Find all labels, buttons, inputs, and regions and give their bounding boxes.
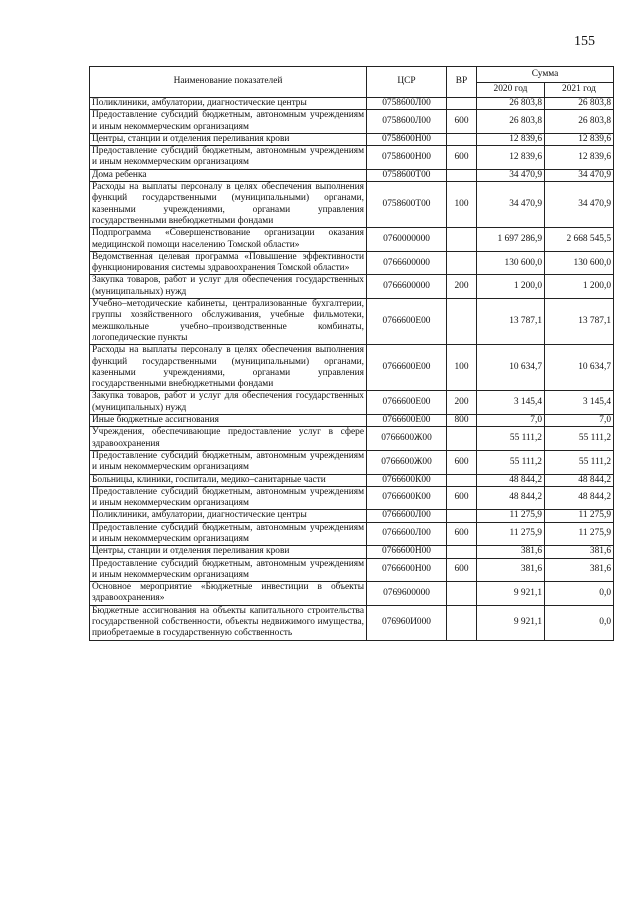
row-2020: 34 470,9 <box>477 169 545 181</box>
row-vr: 200 <box>447 391 477 415</box>
row-vr: 600 <box>447 522 477 546</box>
table-row <box>90 582 614 606</box>
row-vr <box>447 427 477 451</box>
row-2020: 13 787,1 <box>477 299 545 345</box>
row-vr: 600 <box>447 146 477 170</box>
row-2021: 55 111,2 <box>545 427 614 451</box>
row-name: Больницы, клиники, госпитали, медико–санитарные части <box>90 474 367 486</box>
row-vr <box>447 133 477 145</box>
row-2021: 2 668 545,5 <box>545 228 614 252</box>
row-vr: 100 <box>447 182 477 228</box>
header-2021: 2021 год <box>545 82 614 98</box>
page-number: 155 <box>574 34 595 49</box>
row-csr: 0766600Е00 <box>367 345 447 391</box>
row-name: Расходы на выплаты персоналу в целях обеспечения выполнения функций государственными (муниципальными) органами, казенными учреждениями, органами управления государственными внебюджетными фондами <box>90 182 367 228</box>
table-row <box>90 182 614 228</box>
row-csr: 0766600Е00 <box>367 391 447 415</box>
table-row <box>90 510 614 522</box>
table-row <box>90 133 614 145</box>
row-2021: 0,0 <box>545 582 614 606</box>
row-vr <box>447 98 477 110</box>
row-vr: 600 <box>447 450 477 474</box>
row-2021: 34 470,9 <box>545 169 614 181</box>
row-name: Предоставление субсидий бюджетным, автономным учреждениям и иным некоммерческим организациям <box>90 522 367 546</box>
row-name: Центры, станции и отделения переливания крови <box>90 546 367 558</box>
row-name: Расходы на выплаты персоналу в целях обеспечения выполнения функций государственными (муниципальными) органами, казенными учреждениями, органами управления государственными внебюджетными фондами <box>90 345 367 391</box>
row-name: Основное мероприятие «Бюджетные инвестиции в объекты здравоохранения» <box>90 582 367 606</box>
table-row <box>90 605 614 640</box>
row-name: Учебно–методические кабинеты, централизованные бухгалтерии, группы хозяйственного обслуживания, учебные фильмотеки, межшкольные учебно–производственные комбинаты, логопедические пункты <box>90 299 367 345</box>
row-2020: 10 634,7 <box>477 345 545 391</box>
row-csr: 0766600Ж00 <box>367 450 447 474</box>
row-csr: 0766600Е00 <box>367 299 447 345</box>
row-csr: 0766600Н00 <box>367 558 447 582</box>
row-2020: 55 111,2 <box>477 427 545 451</box>
row-vr <box>447 299 477 345</box>
row-csr: 0766600Л00 <box>367 510 447 522</box>
table-row <box>90 558 614 582</box>
row-2021: 13 787,1 <box>545 299 614 345</box>
table-row <box>90 110 614 134</box>
row-vr <box>447 546 477 558</box>
table-row <box>90 251 614 275</box>
row-2021: 26 803,8 <box>545 110 614 134</box>
table-row <box>90 522 614 546</box>
table-row <box>90 486 614 510</box>
row-name: Предоставление субсидий бюджетным, автономным учреждениям и иным некоммерческим организациям <box>90 486 367 510</box>
row-2020: 1 200,0 <box>477 275 545 299</box>
row-name: Подпрограмма «Совершенствование организации оказания медицинской помощи населению Томской области» <box>90 228 367 252</box>
row-csr: 0758600Т00 <box>367 169 447 181</box>
row-2021: 1 200,0 <box>545 275 614 299</box>
row-vr <box>447 169 477 181</box>
row-2020: 12 839,6 <box>477 133 545 145</box>
row-csr: 0766600000 <box>367 251 447 275</box>
row-vr <box>447 228 477 252</box>
row-2020: 34 470,9 <box>477 182 545 228</box>
row-vr: 600 <box>447 110 477 134</box>
row-2021: 7,0 <box>545 415 614 427</box>
header-csr: ЦСР <box>367 67 447 98</box>
row-2020: 48 844,2 <box>477 474 545 486</box>
row-2021: 381,6 <box>545 558 614 582</box>
row-2020: 9 921,1 <box>477 605 545 640</box>
header-name: Наименование показателей <box>90 67 367 98</box>
row-name: Закупка товаров, работ и услуг для обеспечения государственных (муниципальных) нужд <box>90 275 367 299</box>
row-name: Иные бюджетные ассигнования <box>90 415 367 427</box>
row-csr: 076960И000 <box>367 605 447 640</box>
row-vr: 100 <box>447 345 477 391</box>
row-2021: 130 600,0 <box>545 251 614 275</box>
row-2020: 1 697 286,9 <box>477 228 545 252</box>
row-name: Бюджетные ассигнования на объекты капитального строительства государственной собственности, объекты недвижимого имущества, приобретаемые в государственную собственность <box>90 605 367 640</box>
row-csr: 0766600Н00 <box>367 546 447 558</box>
row-2021: 12 839,6 <box>545 146 614 170</box>
row-name: Центры, станции и отделения переливания крови <box>90 133 367 145</box>
row-2021: 3 145,4 <box>545 391 614 415</box>
row-2021: 0,0 <box>545 605 614 640</box>
row-2021: 26 803,8 <box>545 98 614 110</box>
row-2021: 12 839,6 <box>545 133 614 145</box>
row-csr: 0766600Ж00 <box>367 427 447 451</box>
row-csr: 0758600Н00 <box>367 146 447 170</box>
row-2020: 11 275,9 <box>477 510 545 522</box>
table-row <box>90 98 614 110</box>
row-csr: 0766600000 <box>367 275 447 299</box>
table-body <box>90 98 614 641</box>
row-2020: 26 803,8 <box>477 98 545 110</box>
row-name: Предоставление субсидий бюджетным, автономным учреждениям и иным некоммерческим организациям <box>90 558 367 582</box>
header-2020: 2020 год <box>477 82 545 98</box>
table-row <box>90 275 614 299</box>
row-2021: 11 275,9 <box>545 522 614 546</box>
row-name: Учреждения, обеспечивающие предоставление услуг в сфере здравоохранения <box>90 427 367 451</box>
row-vr <box>447 251 477 275</box>
row-name: Закупка товаров, работ и услуг для обеспечения государственных (муниципальных) нужд <box>90 391 367 415</box>
row-csr: 0758600Л00 <box>367 98 447 110</box>
table-row <box>90 391 614 415</box>
row-vr <box>447 474 477 486</box>
row-2020: 3 145,4 <box>477 391 545 415</box>
row-vr: 600 <box>447 558 477 582</box>
row-vr: 800 <box>447 415 477 427</box>
row-2021: 48 844,2 <box>545 486 614 510</box>
table-row <box>90 146 614 170</box>
table-row <box>90 474 614 486</box>
row-name: Ведомственная целевая программа «Повышение эффективности функционирования системы здравоохранения Томской области» <box>90 251 367 275</box>
header-sum: Сумма <box>477 67 614 83</box>
budget-table <box>89 66 614 641</box>
table-row <box>90 546 614 558</box>
row-2020: 130 600,0 <box>477 251 545 275</box>
row-vr: 200 <box>447 275 477 299</box>
row-2020: 11 275,9 <box>477 522 545 546</box>
row-name: Предоставление субсидий бюджетным, автономным учреждениям и иным некоммерческим организациям <box>90 450 367 474</box>
row-2020: 55 111,2 <box>477 450 545 474</box>
row-name: Предоставление субсидий бюджетным, автономным учреждениям и иным некоммерческим организациям <box>90 110 367 134</box>
row-2020: 381,6 <box>477 546 545 558</box>
row-vr <box>447 605 477 640</box>
table-row <box>90 169 614 181</box>
row-csr: 0766600К00 <box>367 474 447 486</box>
row-2021: 48 844,2 <box>545 474 614 486</box>
row-2020: 7,0 <box>477 415 545 427</box>
row-2021: 381,6 <box>545 546 614 558</box>
row-csr: 0766600Л00 <box>367 522 447 546</box>
row-vr <box>447 582 477 606</box>
row-csr: 0766600Е00 <box>367 415 447 427</box>
row-name: Поликлиники, амбулатории, диагностические центры <box>90 98 367 110</box>
row-vr: 600 <box>447 486 477 510</box>
row-2021: 34 470,9 <box>545 182 614 228</box>
row-2020: 12 839,6 <box>477 146 545 170</box>
row-2021: 11 275,9 <box>545 510 614 522</box>
table-row <box>90 415 614 427</box>
row-2020: 9 921,1 <box>477 582 545 606</box>
row-name: Предоставление субсидий бюджетным, автономным учреждениям и иным некоммерческим организациям <box>90 146 367 170</box>
row-csr: 0769600000 <box>367 582 447 606</box>
table-row <box>90 299 614 345</box>
row-csr: 0758600Т00 <box>367 182 447 228</box>
row-csr: 0766600К00 <box>367 486 447 510</box>
row-2020: 26 803,8 <box>477 110 545 134</box>
row-name: Поликлиники, амбулатории, диагностические центры <box>90 510 367 522</box>
row-csr: 0760000000 <box>367 228 447 252</box>
row-name: Дома ребенка <box>90 169 367 181</box>
header-vr: ВР <box>447 67 477 98</box>
row-2020: 381,6 <box>477 558 545 582</box>
table-row <box>90 450 614 474</box>
row-2021: 10 634,7 <box>545 345 614 391</box>
row-2020: 48 844,2 <box>477 486 545 510</box>
row-2021: 55 111,2 <box>545 450 614 474</box>
table-row <box>90 427 614 451</box>
row-csr: 0758600Л00 <box>367 110 447 134</box>
row-csr: 0758600Н00 <box>367 133 447 145</box>
row-vr <box>447 510 477 522</box>
table-row <box>90 345 614 391</box>
table-row <box>90 228 614 252</box>
